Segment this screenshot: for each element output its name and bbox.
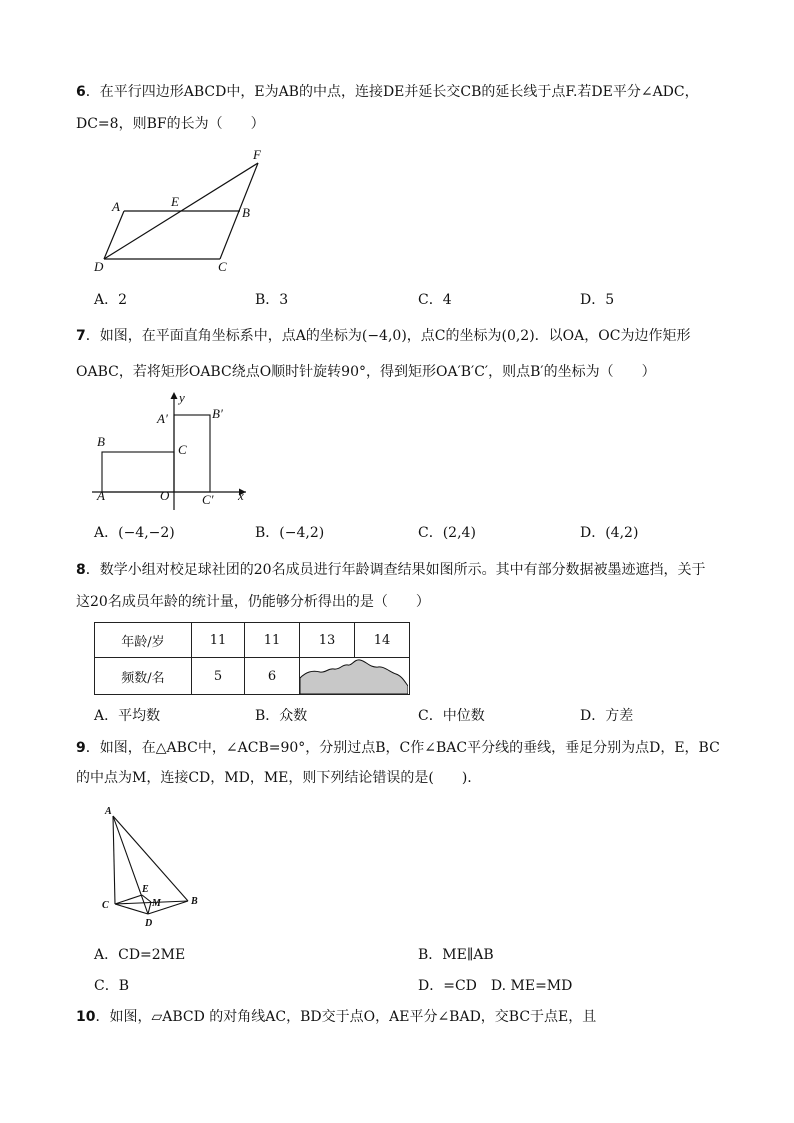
- q6-option-b: B．3: [255, 292, 289, 308]
- q7-option-b: B．(−4,2): [255, 525, 325, 541]
- q9-figure: [95, 800, 210, 938]
- q8-option-d: D．方差: [580, 708, 634, 724]
- q9-line1: [76, 738, 720, 758]
- q7-figure: [88, 388, 258, 513]
- q7-label-a1: A′: [157, 411, 168, 426]
- q6-label-f: F: [253, 147, 261, 162]
- q8-text-2: 这20名成员年龄的统计量，仍能够分析得出的是（ ）: [76, 594, 430, 610]
- q9-option-c: C．B: [94, 978, 129, 994]
- q6-text-2: DC=8，则BF的长为（ ）: [76, 116, 265, 132]
- q9-label-c: C: [102, 900, 109, 911]
- q6-edge-ad: [104, 211, 124, 259]
- table-cell: 5: [192, 658, 245, 695]
- q7-label-b1: B′: [212, 406, 223, 421]
- q10-number: 10: [76, 1009, 96, 1025]
- q9-line-md: [148, 902, 151, 914]
- q9-option-b: B．ME∥AB: [418, 947, 494, 963]
- q9-edge-ab: [113, 816, 188, 901]
- q6-number: 6: [76, 84, 86, 100]
- q8-age-table: [94, 622, 410, 695]
- q8-number: 8: [76, 562, 86, 578]
- q8-option-b: B．众数: [255, 708, 308, 724]
- q7-rect-oabc: [102, 452, 174, 492]
- q7-text-1: ．如图，在平面直角坐标系中，点A的坐标为(−4,0)，点C的坐标为(0,2)．以OA，OC为边作矩形: [85, 328, 691, 344]
- q7-label-a: A: [97, 488, 105, 503]
- q9-number: 9: [76, 740, 86, 756]
- q7-label-c1: C′: [202, 492, 214, 507]
- q9-text-2: 的中点为M，连接CD，MD，ME，则下列结论错误的是( ).: [76, 770, 472, 786]
- q6-label-d: D: [94, 259, 104, 274]
- q6-label-b: B: [242, 205, 250, 220]
- q7-option-c: C．(2,4): [418, 525, 476, 541]
- q6-line2: [76, 114, 265, 134]
- table-cell: 11: [192, 623, 245, 658]
- q9-edge-ac: [113, 816, 115, 904]
- q7-line2: [76, 362, 656, 382]
- q7-label-x: x: [238, 488, 244, 503]
- q8-line1: [76, 560, 706, 580]
- table-row: [95, 658, 410, 695]
- q7-option-d: D．(4,2): [580, 525, 639, 541]
- q8-line2: [76, 592, 430, 612]
- q10-text-1: ．如图，▱ABCD 的对角线AC，BD交于点O，AE平分∠BAD，交BC于点E，且: [95, 1009, 597, 1025]
- table-cell: 14: [355, 623, 410, 658]
- q9-option-a: A．CD=2ME: [94, 947, 186, 963]
- q9-label-b: B: [191, 896, 198, 907]
- q7-text-2: OABC，若将矩形OABC绕点O顺时针旋转90°，得到矩形OA′B′C′，则点B′的坐标为（ ）: [76, 364, 656, 380]
- q6-option-d: D．5: [580, 292, 615, 308]
- q8-text-1: ．数学小组对校足球社团的20名成员进行年龄调查结果如图所示。其中有部分数据被墨迹遮挡，关于: [85, 562, 706, 578]
- table-cell: 11: [245, 623, 300, 658]
- q7-option-a: A．(−4,−2): [94, 525, 175, 541]
- q9-line2: [76, 768, 472, 788]
- q7-label-y: y: [179, 390, 185, 405]
- q9-text-1: ．如图，在△ABC中，∠ACB=90°，分别过点B，C作∠BAC平分线的垂线，垂足分别为点D，E，BC: [85, 740, 720, 756]
- ink-blot: [300, 658, 408, 694]
- q7-label-c: C: [178, 442, 187, 457]
- q6-text-1: ．在平行四边形ABCD中，E为AB的中点，连接DE并延长交CB的延长线于点F.若DE平分∠ADC，: [85, 84, 699, 100]
- q8-option-c: C．中位数: [418, 708, 485, 724]
- q7-label-b: B: [97, 434, 105, 449]
- q6-label-a: A: [112, 199, 120, 214]
- q6-label-c: C: [218, 259, 227, 274]
- q9-line-cd: [115, 904, 148, 914]
- q7-label-o: O: [160, 488, 170, 503]
- q6-figure: [90, 145, 280, 280]
- q9-label-d: D: [145, 918, 153, 929]
- q8-header-freq: 频数/名: [95, 658, 192, 695]
- ink-blot-cell: [300, 658, 410, 695]
- q9-label-e: E: [142, 884, 149, 895]
- q7-line1: [76, 326, 690, 346]
- q6-label-e: E: [171, 194, 179, 209]
- q9-label-m: M: [152, 898, 161, 909]
- q10-line1: [76, 1007, 596, 1027]
- q9-label-a: A: [105, 806, 112, 817]
- table-row: [95, 623, 410, 658]
- table-cell: 13: [300, 623, 355, 658]
- q7-y-arrow: [171, 392, 178, 399]
- table-cell: 6: [245, 658, 300, 695]
- q8-header-age: 年龄/岁: [95, 623, 192, 658]
- q6-option-a: A．2: [94, 292, 128, 308]
- q9-option-d: D．=CD D. ME=MD: [418, 978, 573, 994]
- q8-option-a: A．平均数: [94, 708, 161, 724]
- q6-option-c: C．4: [418, 292, 452, 308]
- q7-number: 7: [76, 328, 86, 344]
- q6-line1: [76, 82, 699, 102]
